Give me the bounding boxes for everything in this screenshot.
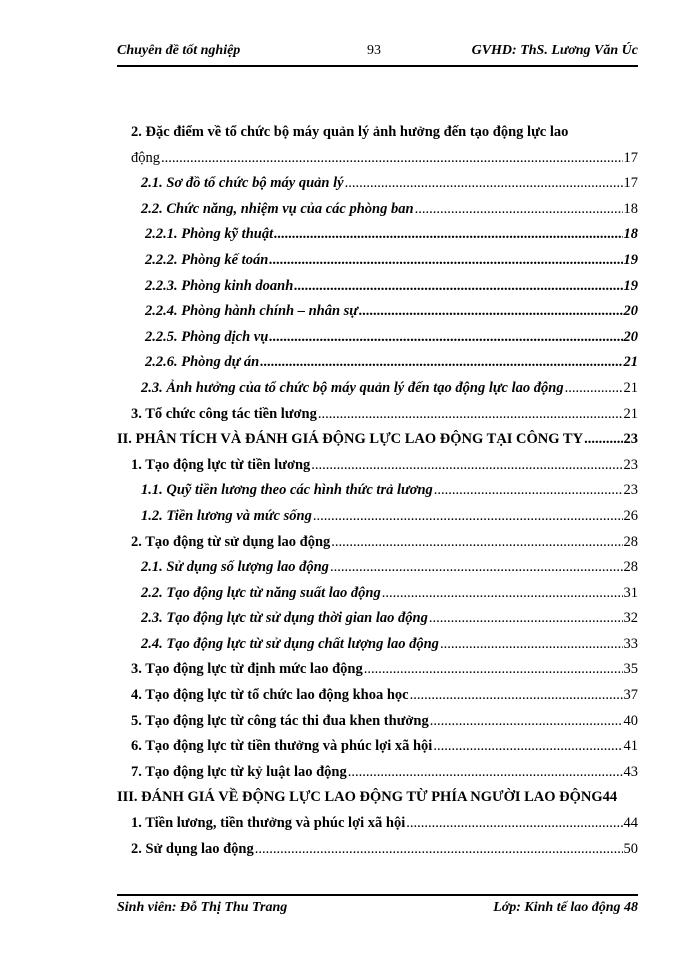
toc-entry-title: 1.1. Quỹ tiền lương theo các hình thức trả lương: [141, 482, 433, 499]
toc-entry-title: 2.2.4. Phòng hành chính – nhân sự: [145, 303, 358, 320]
toc-leader: [331, 530, 622, 556]
toc-entry-title: 3. Tạo động lực từ định mức lao động: [131, 661, 363, 678]
toc-leader: [429, 606, 623, 632]
toc-entry-title: 4. Tạo động lực từ tổ chức lao động khoa học: [131, 687, 409, 704]
toc-entry-title: 5. Tạo động lực từ công tác thi đua khen thưởng: [131, 712, 429, 729]
toc-entry-page: 23: [623, 482, 638, 499]
toc-entry-title: 2. Sử dụng lao động: [131, 840, 254, 857]
toc-entry-page: 19: [623, 277, 638, 294]
toc-entry[interactable]: [117, 146, 638, 172]
toc-leader: [406, 811, 622, 837]
toc-entry-title: 3. Tổ chức công tác tiền lương: [131, 405, 317, 422]
toc-entry[interactable]: [117, 555, 638, 581]
toc-entry-title: 2.2.2. Phòng kế toán: [145, 251, 269, 268]
toc-entry-title: 1.2. Tiền lương và mức sống: [141, 507, 312, 524]
toc-entry[interactable]: [117, 504, 638, 530]
toc-leader: [269, 325, 622, 351]
table-of-contents: [117, 120, 638, 862]
toc-entry-title: II. PHÂN TÍCH VÀ ĐÁNH GIÁ ĐỘNG LỰC LAO ĐỘNG TẠI CÔNG TY: [117, 431, 584, 448]
toc-entry-title: 2.2. Chức năng, nhiệm vụ của các phòng ban: [141, 200, 414, 217]
toc-leader: [565, 376, 623, 402]
footer-student: Sinh viên: Đỗ Thị Thu Trang: [117, 900, 288, 915]
toc-leader: [311, 453, 622, 479]
toc-entry-title: 2.3. Ảnh hưởng của tổ chức bộ máy quản lý đến tạo động lực lao động: [141, 379, 564, 396]
toc-entry-page: 20: [623, 328, 638, 345]
toc-leader: [269, 248, 622, 274]
toc-entry-title: động: [131, 149, 160, 166]
toc-entry-title: 2.2.3. Phòng kinh doanh: [145, 277, 294, 294]
toc-entry[interactable]: [117, 785, 638, 811]
footer-rule: [117, 894, 638, 896]
toc-leader: [313, 504, 623, 530]
toc-entry[interactable]: [117, 402, 638, 428]
toc-leader: [433, 734, 622, 760]
toc-leader: [430, 709, 623, 735]
toc-entry-page: 41: [623, 738, 638, 755]
toc-leader: [274, 222, 622, 248]
toc-entry-title: 6. Tạo động lực từ tiền thưởng và phúc lợi xã hội: [131, 738, 433, 755]
toc-entry-title: 2.1. Sơ đồ tổ chức bộ máy quản lý: [141, 175, 344, 192]
toc-entry[interactable]: [117, 427, 638, 453]
toc-entry-title: 2.2.6. Phòng dự án: [145, 354, 260, 371]
header-advisor: GVHD: ThS. Lương Văn Úc: [471, 43, 638, 58]
toc-entry[interactable]: [117, 709, 638, 735]
page-footer: [117, 900, 638, 922]
toc-entry[interactable]: [117, 632, 638, 658]
toc-entry[interactable]: [117, 760, 638, 786]
toc-entry-page: 32: [623, 610, 638, 627]
toc-leader: [410, 683, 623, 709]
toc-entry-title: 2.4. Tạo động lực từ sử dụng chất lượng lao động: [141, 635, 439, 652]
toc-leader: [318, 402, 623, 428]
toc-entry-page: 35: [623, 661, 638, 678]
toc-entry-page: 21: [623, 354, 638, 371]
toc-entry[interactable]: [117, 811, 638, 837]
toc-leader: [260, 350, 622, 376]
toc-entry-page: 23: [623, 431, 638, 448]
toc-entry-page: 33: [623, 635, 638, 652]
toc-entry-page: 26: [623, 507, 638, 524]
toc-leader: [161, 146, 623, 172]
toc-entry-page: 20: [623, 303, 638, 320]
toc-entry-page: 17: [623, 149, 638, 166]
toc-entry-page: 19: [623, 251, 638, 268]
toc-entry-page: 17: [623, 175, 638, 192]
toc-entry-page: 40: [623, 712, 638, 729]
toc-leader: [415, 197, 623, 223]
toc-entry-page: 18: [623, 226, 638, 243]
toc-entry-title: 2.2.5. Phòng dịch vụ: [145, 328, 269, 345]
toc-entry[interactable]: [117, 350, 638, 376]
toc-leader: [359, 299, 623, 325]
toc-entry-page: 50: [623, 840, 638, 857]
toc-leader: [255, 837, 623, 863]
toc-entry-page: 28: [623, 559, 638, 576]
toc-entry[interactable]: [117, 171, 638, 197]
toc-entry-title: 2.2. Tạo động lực từ năng suất lao động: [141, 584, 381, 601]
toc-entry-page: 28: [623, 533, 638, 550]
toc-entry[interactable]: [117, 299, 638, 325]
header-page-number: 93: [367, 43, 381, 58]
footer-class: Lớp: Kinh tế lao động 48: [493, 900, 638, 915]
toc-entry-title: 2.3. Tạo động lực từ sử dụng thời gian lao động: [141, 610, 428, 627]
toc-entry[interactable]: [117, 837, 638, 863]
toc-leader: [440, 632, 623, 658]
toc-entry-title: 2. Tạo động từ sử dụng lao động: [131, 533, 331, 550]
toc-entry[interactable]: [117, 530, 638, 556]
toc-entry[interactable]: [117, 734, 638, 760]
header-rule: [117, 65, 638, 67]
toc-entry-page: 31: [623, 584, 638, 601]
toc-entry-title: III. ĐÁNH GIÁ VỀ ĐỘNG LỰC LAO ĐỘNG TỪ PHÍA NGƯỜI LAO ĐỘNG: [117, 789, 603, 806]
toc-entry-page: 44: [602, 789, 618, 806]
toc-leader: [364, 657, 623, 683]
toc-entry-title: 1. Tiền lương, tiền thưởng và phúc lợi xã hội: [131, 815, 406, 832]
page-header: [117, 43, 638, 65]
toc-leader: [345, 171, 623, 197]
toc-entry-title: 2.2.1. Phòng kỹ thuật: [145, 226, 274, 243]
header-thesis-label: Chuyên đề tốt nghiệp: [117, 43, 241, 58]
toc-entry[interactable]: [117, 478, 638, 504]
toc-entry[interactable]: [117, 581, 638, 607]
toc-entry-title: 1. Tạo động lực từ tiền lương: [131, 456, 311, 473]
toc-entry-page: 18: [623, 200, 638, 217]
toc-entry-2-heading: 2. Đặc điểm về tổ chức bộ máy quản lý ảnh hưởng đến tạo động lực lao: [131, 124, 569, 140]
toc-entry[interactable]: [117, 606, 638, 632]
toc-leader: [294, 274, 622, 300]
toc-entry[interactable]: [117, 222, 638, 248]
toc-leader: [348, 760, 623, 786]
toc-leader: [584, 427, 622, 453]
toc-entry[interactable]: [117, 376, 638, 402]
toc-entry[interactable]: [117, 683, 638, 709]
toc-leader: [330, 555, 623, 581]
toc-entry-page: 44: [623, 815, 638, 832]
toc-entry[interactable]: [117, 325, 638, 351]
toc-entry-page: 37: [623, 687, 638, 704]
toc-entry-page: 21: [623, 405, 638, 422]
toc-entry-page: 21: [623, 379, 638, 396]
toc-entry[interactable]: [117, 248, 638, 274]
toc-entry-title: 7. Tạo động lực từ kỷ luật lao động: [131, 763, 347, 780]
toc-entry[interactable]: [117, 453, 638, 479]
toc-entry[interactable]: [117, 657, 638, 683]
toc-leader: [434, 478, 623, 504]
toc-entry[interactable]: [117, 274, 638, 300]
toc-entry[interactable]: [117, 197, 638, 223]
toc-entry-page: 23: [623, 456, 638, 473]
toc-entry-page: 43: [623, 763, 638, 780]
toc-entry-title: 2.1. Sử dụng số lượng lao động: [141, 559, 329, 576]
toc-leader: [382, 581, 623, 607]
